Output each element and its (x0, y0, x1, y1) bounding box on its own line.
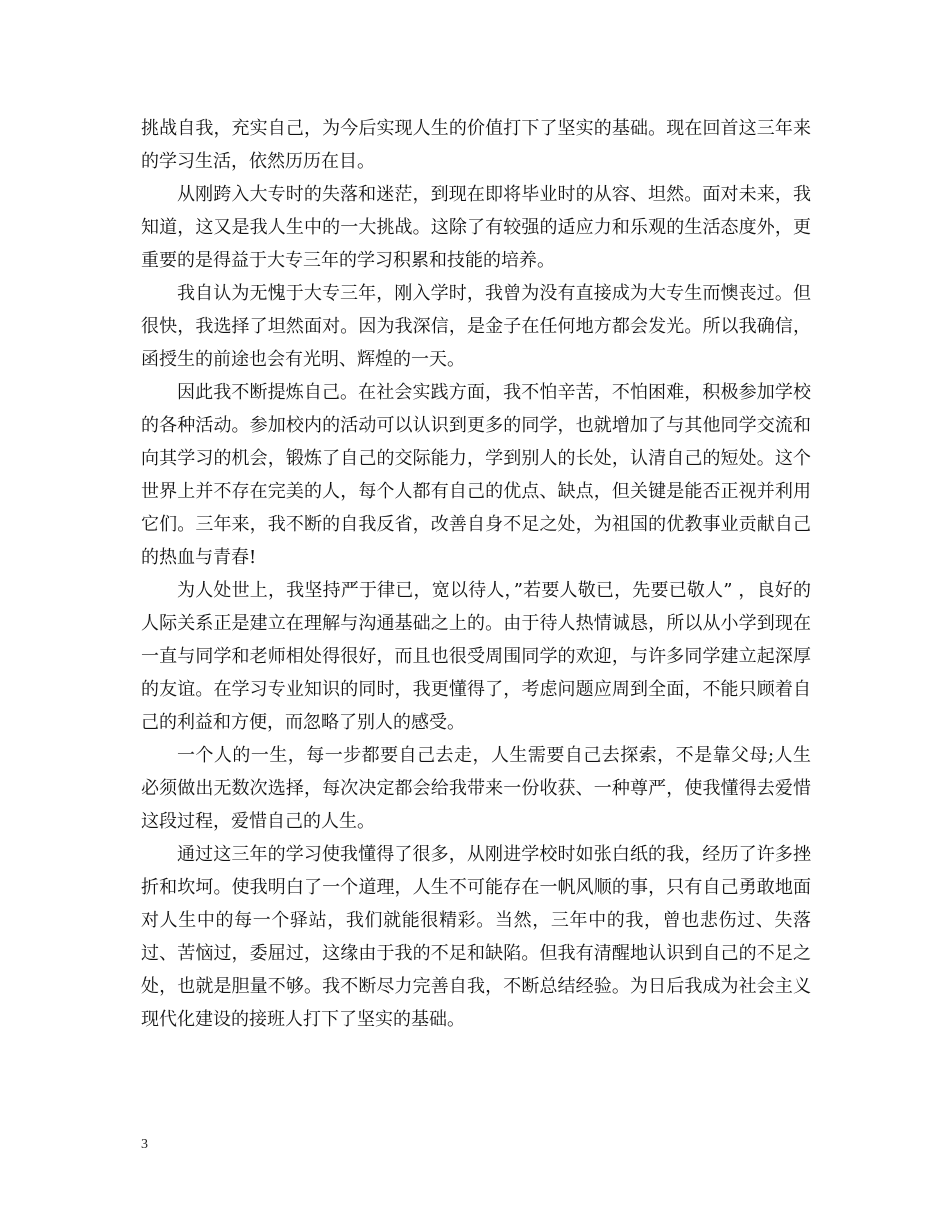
page-number: 3 (141, 1137, 148, 1152)
paragraph-5: 为人处世上，我坚持严于律已，宽以待人，”若要人敬已，先要已敬人” ，良好的人际关系正是建立在理解与沟通基础之上的。由于待人热情诚恳，所以从小学到现在一直与同学和老师相处得很好，而且也很受周围同学的欢迎，与许多同学建立起深厚的友谊。在学习专业知识的同时，我更懂得了，考虑问题应周到全面，不能只顾着自己的利益和方便，而忽略了别人的感受。 (141, 580, 811, 733)
document-body (141, 112, 811, 1036)
paragraph-2: 从刚跨入大专时的失落和迷茫，到现在即将毕业时的从容、坦然。面对未来，我知道，这又是我人生中的一大挑战。这除了有较强的适应力和乐观的生活态度外，更重要的是得益于大专三年的学习积累和技能的培养。 (141, 184, 811, 271)
paragraph-4: 因此我不断提炼自己。在社会实践方面，我不怕辛苦，不怕困难，积极参加学校的各种活动。参加校内的活动可以认识到更多的同学，也就增加了与其他同学交流和向其学习的机会，锻炼了自己的交际能力，学到别人的长处，认清自己的短处。这个世界上并不存在完美的人，每个人都有自己的优点、缺点，但关键是能否正视并利用它们。三年来，我不断的自我反省，改善自身不足之处，为祖国的优教事业贡献自己的热血与青春! (141, 382, 811, 568)
paragraph-3: 我自认为无愧于大专三年，刚入学时，我曾为没有直接成为大专生而懊丧过。但很快，我选择了坦然面对。因为我深信，是金子在任何地方都会发光。所以我确信，函授生的前途也会有光明、辉煌的一天。 (141, 283, 811, 370)
paragraph-1: 挑战自我，充实自己，为今后实现人生的价值打下了坚实的基础。现在回首这三年来的学习生活，依然历历在目。 (141, 118, 811, 172)
paragraph-7: 通过这三年的学习使我懂得了很多，从刚进学校时如张白纸的我，经历了许多挫折和坎坷。使我明白了一个道理，人生不可能存在一帆风顺的事，只有自己勇敢地面对人生中的每一个驿站，我们就能很精彩。当然，三年中的我，曾也悲伤过、失落过、苦恼过，委屈过，这缘由于我的不足和缺陷。但我有清醒地认识到自己的不足之处，也就是胆量不够。我不断尽力完善自我，不断总结经验。为日后我成为社会主义现代化建设的接班人打下了坚实的基础。 (141, 844, 811, 1030)
paragraph-6: 一个人的一生，每一步都要自己去走，人生需要自己去探索，不是靠父母;人生必须做出无数次选择，每次决定都会给我带来一份收获、一种尊严，使我懂得去爱惜这段过程，爱惜自己的人生。 (141, 745, 811, 832)
